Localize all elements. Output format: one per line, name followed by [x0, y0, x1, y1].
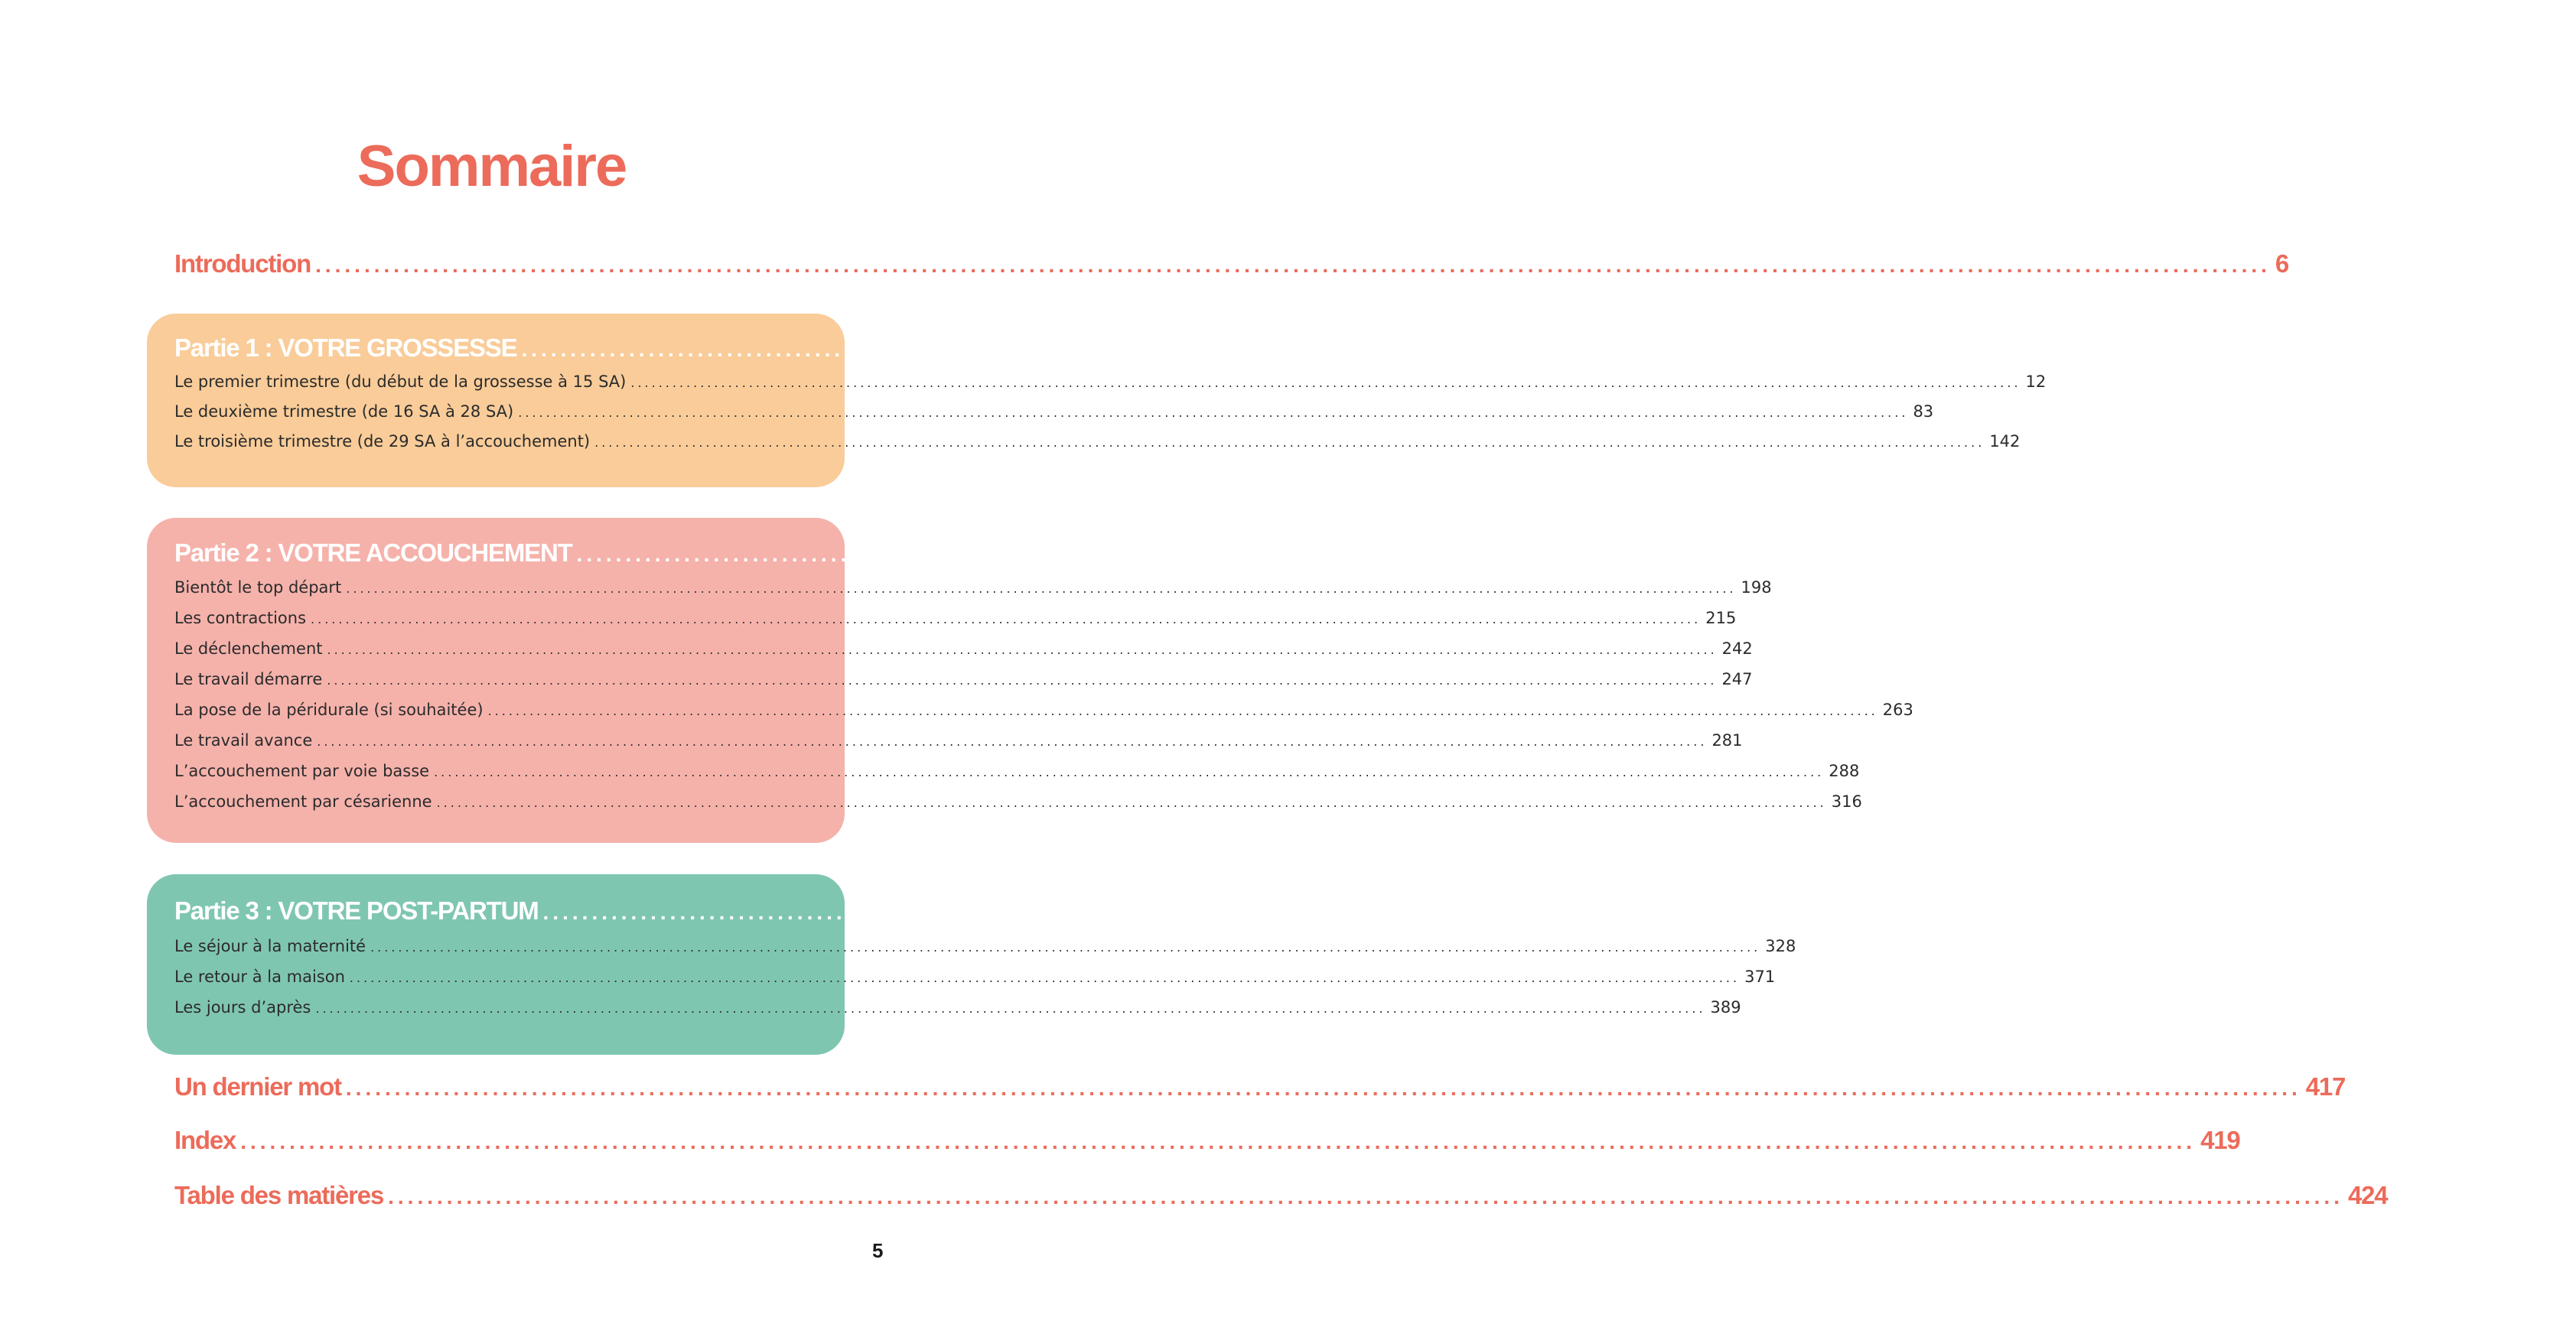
- toc-entry-page: 389: [1710, 998, 1741, 1017]
- toc-entry[interactable]: [174, 701, 1913, 719]
- toc-entry-page: 247: [1721, 670, 1753, 688]
- toc-entry-introduction[interactable]: [174, 249, 2289, 278]
- toc-entry-page: 242: [1721, 639, 1753, 658]
- toc-entry[interactable]: [174, 792, 1862, 811]
- toc-entry-index[interactable]: [174, 1126, 2240, 1155]
- toc-entry-page: 198: [1741, 578, 1772, 597]
- toc-part-page: 11: [2481, 333, 2506, 362]
- dot-leader: ........................................................................................................................................................................................................: [346, 581, 1737, 596]
- dot-leader: ........................................................................................................................................................................................................: [594, 435, 1985, 450]
- toc-part-page: 325: [2503, 896, 2542, 925]
- toc-entry[interactable]: [174, 968, 1776, 986]
- toc-entry-label: Le déclenchement: [174, 639, 323, 658]
- toc-entry-label: Le retour à la maison: [174, 968, 345, 986]
- toc-entry-page: 328: [1765, 937, 1796, 955]
- toc-entry-label: Les contractions: [174, 609, 307, 627]
- toc-entry-label: Le travail démarre: [174, 670, 323, 688]
- toc-entry-page: 419: [2200, 1126, 2240, 1154]
- toc-part-3-heading[interactable]: [174, 896, 2542, 925]
- toc-entry-page: 288: [1829, 762, 1860, 780]
- toc-entry[interactable]: [174, 372, 2047, 391]
- dot-leader: ........................................................................................................................................................................................................: [317, 734, 1708, 749]
- toc-entry-page: 83: [1913, 402, 1934, 421]
- dot-leader: ........................................................................................................................................................................................................: [327, 673, 1718, 688]
- toc-entry-label: Un dernier mot: [174, 1072, 341, 1101]
- dot-leader: ........................................................................................................................................................................................................: [576, 542, 2532, 566]
- toc-entry-label: Le premier trimestre (du début de la grossesse à 15 SA): [174, 372, 627, 391]
- toc-part-label: Partie 1 : VOTRE GROSSESSE: [174, 333, 517, 362]
- toc-entry-label: Bientôt le top départ: [174, 578, 342, 597]
- dot-leader: ........................................................................................................................................................................................................: [315, 253, 2271, 277]
- toc-entry[interactable]: [174, 731, 1743, 750]
- dot-leader: ........................................................................................................................................................................................................: [521, 337, 2477, 361]
- toc-entry-label: La pose de la péridurale (si souhaitée): [174, 701, 484, 719]
- dot-leader: ........................................................................................................................................................................................................: [315, 1001, 1706, 1016]
- toc-entry[interactable]: [174, 670, 1753, 688]
- dot-leader: ........................................................................................................................................................................................................: [434, 765, 1825, 779]
- toc-entry-page: 142: [1989, 432, 2021, 451]
- toc-entry[interactable]: [174, 639, 1753, 658]
- dot-leader: ........................................................................................................................................................................................................: [311, 612, 1702, 626]
- dot-leader: ........................................................................................................................................................................................................: [518, 405, 1909, 420]
- dot-leader: ........................................................................................................................................................................................................: [349, 971, 1741, 985]
- toc-entry-label: Le troisième trimestre (de 29 SA à l’accouchement): [174, 432, 591, 451]
- toc-entry[interactable]: [174, 998, 1741, 1017]
- toc-part-1-heading[interactable]: [174, 333, 2506, 363]
- dot-leader: ........................................................................................................................................................................................................: [345, 1076, 2301, 1100]
- toc-entry-page: 316: [1831, 792, 1862, 811]
- toc-entry-label: Le séjour à la maternité: [174, 937, 366, 955]
- toc-entry-table-des-matieres[interactable]: [174, 1181, 2388, 1210]
- toc-entry-page: 417: [2305, 1072, 2346, 1101]
- toc-entry[interactable]: [174, 432, 2021, 451]
- toc-part-label: Partie 2 : VOTRE ACCOUCHEMENT: [174, 538, 572, 567]
- toc-entry-label: L’accouchement par césarienne: [174, 792, 432, 811]
- toc-part-label: Partie 3 : VOTRE POST-PARTUM: [174, 896, 539, 925]
- toc-entry-label: Le deuxième trimestre (de 16 SA à 28 SA): [174, 402, 514, 421]
- dot-leader: ........................................................................................................................................................................................................: [487, 704, 1878, 718]
- toc-entry-label: L’accouchement par voie basse: [174, 762, 430, 780]
- toc-entry-page: 281: [1711, 731, 1743, 750]
- toc-entry-label: Index: [174, 1126, 236, 1154]
- toc-entry[interactable]: [174, 937, 1796, 955]
- toc-entry-label: Les jours d’après: [174, 998, 311, 1017]
- toc-entry-page: 12: [2025, 372, 2047, 391]
- toc-entry-label: Table des matières: [174, 1181, 384, 1209]
- dot-leader: ........................................................................................................................................................................................................: [327, 642, 1718, 657]
- toc-entry[interactable]: [174, 578, 1772, 597]
- toc-entry-un-dernier-mot[interactable]: [174, 1072, 2346, 1101]
- dot-leader: ........................................................................................................................................................................................................: [630, 376, 2021, 390]
- toc-entry-page: 424: [2347, 1181, 2388, 1209]
- toc-entry-page: 215: [1705, 609, 1737, 627]
- toc-entry[interactable]: [174, 762, 1860, 780]
- toc-entry-label: Introduction: [174, 249, 311, 278]
- dot-leader: ........................................................................................................................................................................................................: [370, 940, 1761, 955]
- dot-leader: ........................................................................................................................................................................................................: [436, 795, 1827, 810]
- page-title: Sommaire: [357, 134, 627, 199]
- dot-leader: ........................................................................................................................................................................................................: [542, 900, 2499, 924]
- dot-leader: ........................................................................................................................................................................................................: [240, 1130, 2197, 1153]
- toc-part-2-heading[interactable]: [174, 538, 2576, 568]
- toc-entry[interactable]: [174, 402, 1934, 421]
- toc-part-page: 197: [2536, 538, 2576, 567]
- toc-entry-label: Le travail avance: [174, 731, 313, 750]
- toc-entry[interactable]: [174, 609, 1737, 627]
- toc-entry-page: 6: [2275, 249, 2289, 278]
- toc-entry-page: 371: [1744, 968, 1776, 986]
- dot-leader: ........................................................................................................................................................................................................: [388, 1185, 2343, 1209]
- page-number: 5: [872, 1239, 884, 1262]
- toc-entry-page: 263: [1882, 701, 1913, 719]
